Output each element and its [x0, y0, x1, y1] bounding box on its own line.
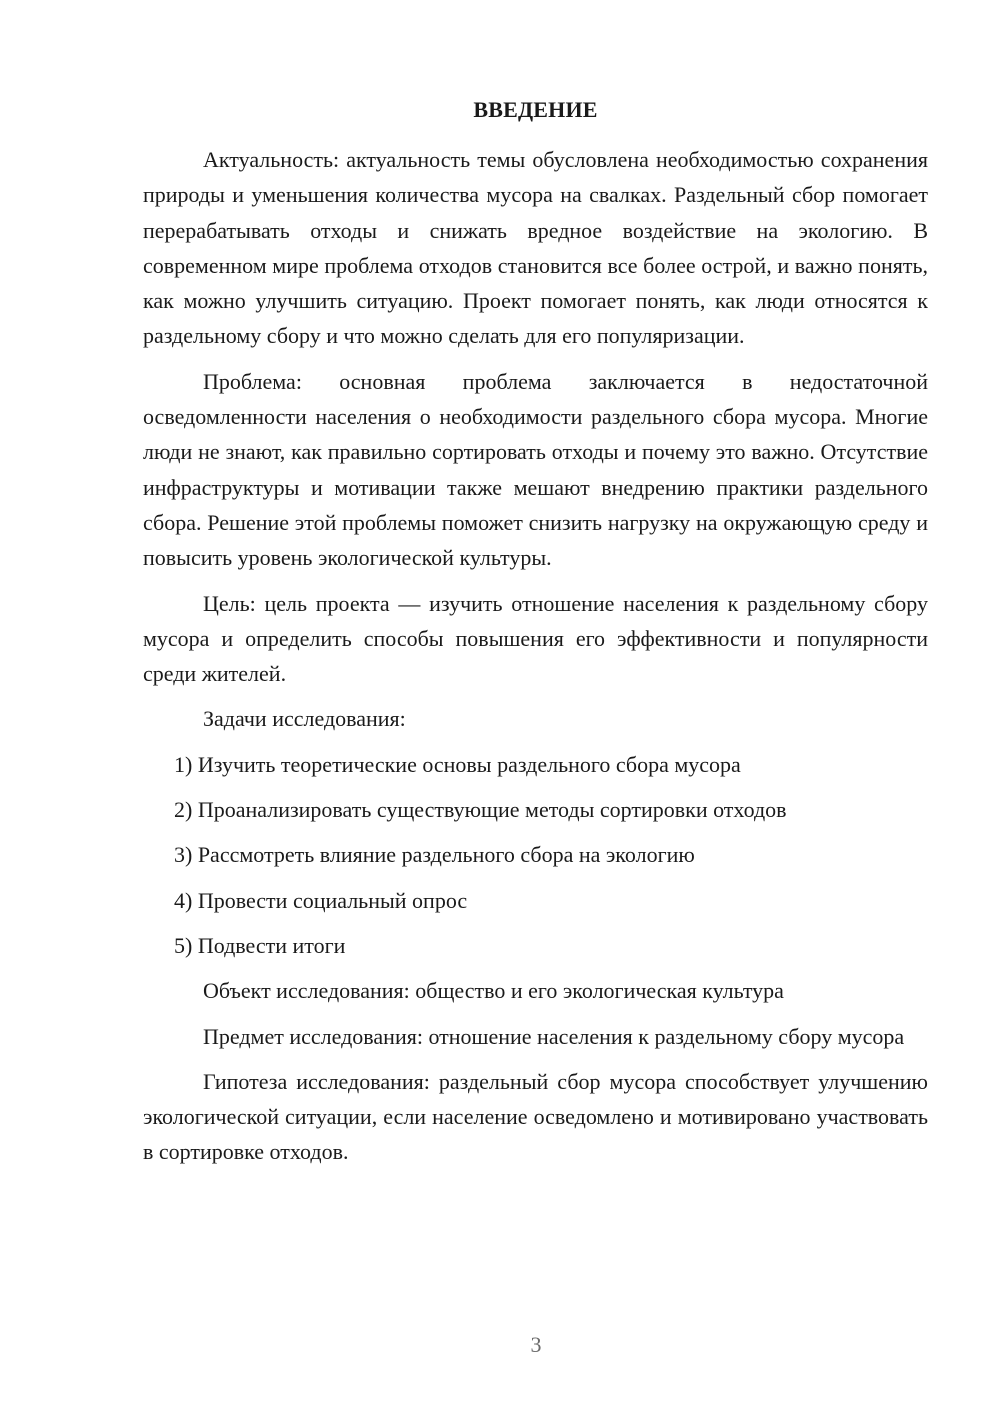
task-item-1: 1) Изучить теоретические основы раздельного сбора мусора: [174, 751, 741, 777]
goal-paragraph: Цель: цель проекта — изучить отношение населения к раздельному сбору мусора и определить способы повышения его эффективности и популярности среди жителей.: [143, 590, 928, 687]
task-item-5: 5) Подвести итоги: [174, 932, 346, 958]
page-number: 3: [530, 1332, 542, 1357]
subject-paragraph: Предмет исследования: отношение населения к раздельному сбору мусора: [203, 1023, 905, 1049]
hypothesis-paragraph: Гипотеза исследования: раздельный сбор мусора способствует улучшению экологической ситуации, если население осведомлено и мотивировано участвовать в сортировке отходов.: [143, 1068, 928, 1165]
page-title: ВВЕДЕНИЕ: [473, 97, 598, 122]
task-item-3: 3) Рассмотреть влияние раздельного сбора на экологию: [174, 842, 695, 868]
tasks-title: Задачи исследования:: [203, 706, 406, 732]
problem-paragraph: Проблема: основная проблема заключается в недостаточной осведомленности населения о необходимости раздельного сбора мусора. Многие люди не знают, как правильно сортировать отходы и почему это важно. Отсутствие инфраструктуры и мотивации также мешают внедрению практики раздельного сбора. Решение этой проблемы поможет снизить нагрузку на окружающую среду и повысить уровень экологической культуры.: [143, 368, 928, 571]
task-item-4: 4) Провести социальный опрос: [174, 887, 468, 913]
relevance-paragraph: Актуальность: актуальность темы обусловлена необходимостью сохранения природы и уменьшения количества мусора на свалках. Раздельный сбор помогает перерабатывать отходы и снижать вредное воздействие на экологию. В современном мире проблема отходов становится все более острой, и важно понять, как можно улучшить ситуацию. Проект помогает понять, как люди относятся к раздельному сбору и что можно сделать для его популяризации.: [143, 147, 928, 349]
document-page: [143, 92, 928, 1180]
task-item-2: 2) Проанализировать существующие методы сортировки отходов: [174, 797, 787, 823]
object-paragraph: Объект исследования: общество и его экологическая культура: [203, 978, 784, 1004]
